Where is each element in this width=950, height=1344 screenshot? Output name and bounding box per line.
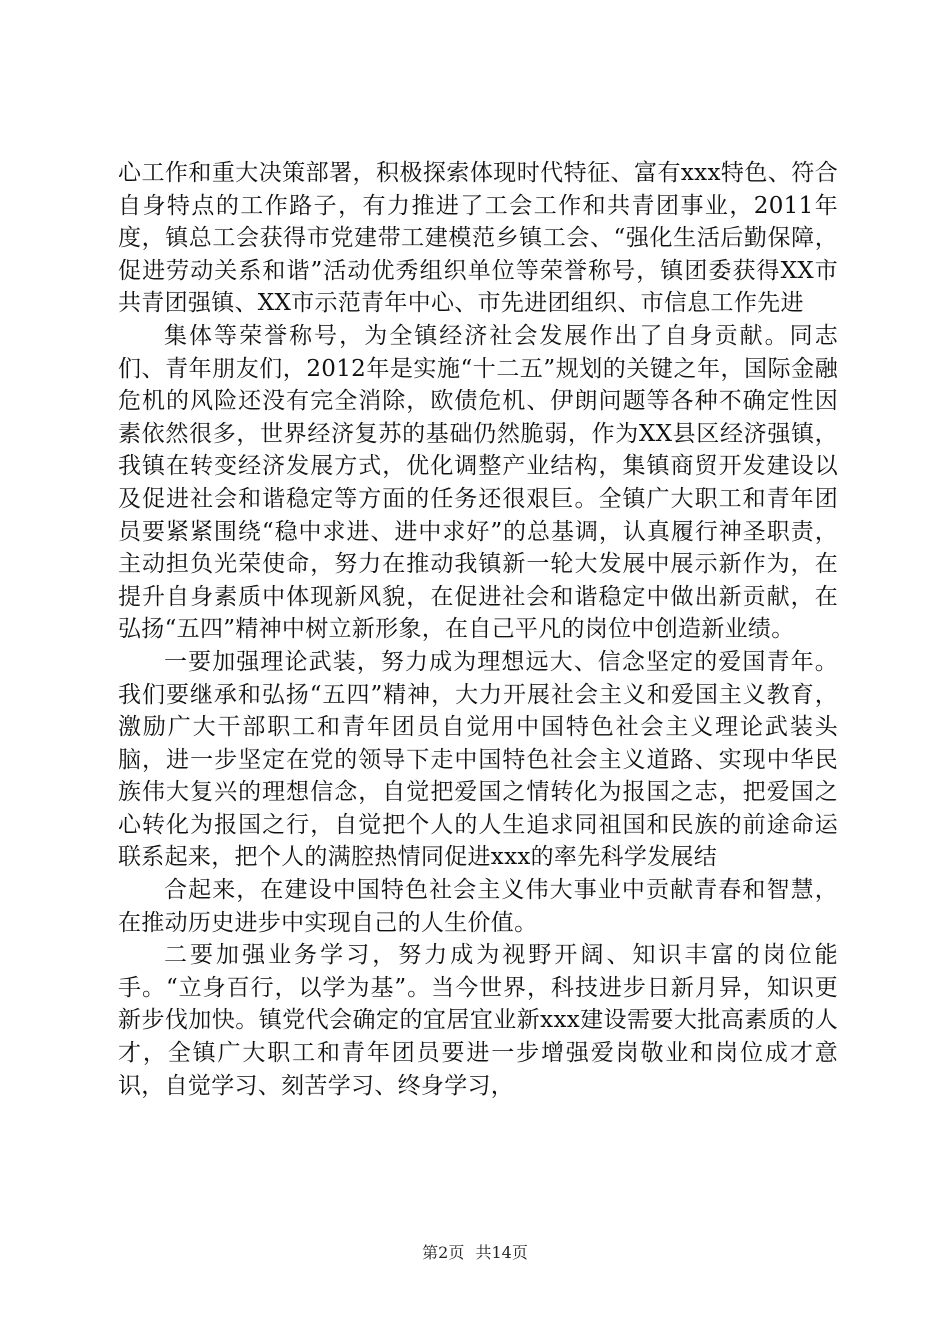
paragraph-2: 集体等荣誉称号，为全镇经济社会发展作出了自身贡献。同志们、青年朋友们，2012年是实施“十二五”规划的关键之年，国际金融危机的风险还没有完全消除，欧债危机、伊朗问题等各种不确定性因素依然很多，世界经济复苏的基础仍然脆弱，作为XX县区经济强镇，我镇在转变经济发展方式，优化调整产业结构，集镇商贸开发建设以及促进社会和谐稳定等方面的任务还很艰巨。全镇广大职工和青年团员要紧紧围绕“稳中求进、进中求好”的总基调，认真履行神圣职责，主动担负光荣使命，努力在推动我镇新一轮大发展中展示新作为，在提升自身素质中体现新风貌，在促进社会和谐稳定中做出新贡献，在弘扬“五四”精神中树立新形象，在自己平凡的岗位中创造新业绩。 [118, 322, 838, 643]
paragraph-3: 一要加强理论武装，努力成为理想远大、信念坚定的爱国青年。我们要继承和弘扬“五四”精神，大力开展社会主义和爱国主义教育，激励广大干部职工和青年团员自觉用中国特色社会主义理论武装头脑，进一步坚定在党的领导下走中国特色社会主义道路、实现中华民族伟大复兴的理想信念，自觉把爱国之情转化为报国之志，把爱国之心转化为报国之行，自觉把个人的人生追求同祖国和民族的前途命运联系起来，把个人的满腔热情同促进xxx的率先科学发展结 [118, 648, 838, 871]
paragraph-5: 二要加强业务学习，努力成为视野开阔、知识丰富的岗位能手。“立身百行，以学为基”。当今世界，科技进步日新月异，知识更新步伐加快。镇党代会确定的宜居宜业新xxx建设需要大批高素质的人才，全镇广大职工和青年团员要进一步增强爱岗敬业和岗位成才意识，自觉学习、刻苦学习、终身学习， [118, 942, 838, 1099]
paragraph-1: 心工作和重大决策部署，积极探索体现时代特征、富有xxx特色、符合自身特点的工作路子，有力推进了工会工作和共青团事业，2011年度，镇总工会获得市党建带工建模范乡镇工会、“强化生活后勤保障，促进劳动关系和谐”活动优秀组织单位等荣誉称号，镇团委获得XX市共青团强镇、XX市示范青年中心、市先进团组织、市信息工作先进 [118, 160, 838, 317]
page-total: 共14页 [475, 1243, 528, 1262]
paragraph-4: 合起来，在建设中国特色社会主义伟大事业中贡献青春和智慧，在推动历史进步中实现自己的人生价值。 [118, 877, 838, 936]
document-body [118, 157, 838, 1102]
page-number: 第2页 [422, 1243, 465, 1262]
page-footer [0, 1243, 950, 1263]
